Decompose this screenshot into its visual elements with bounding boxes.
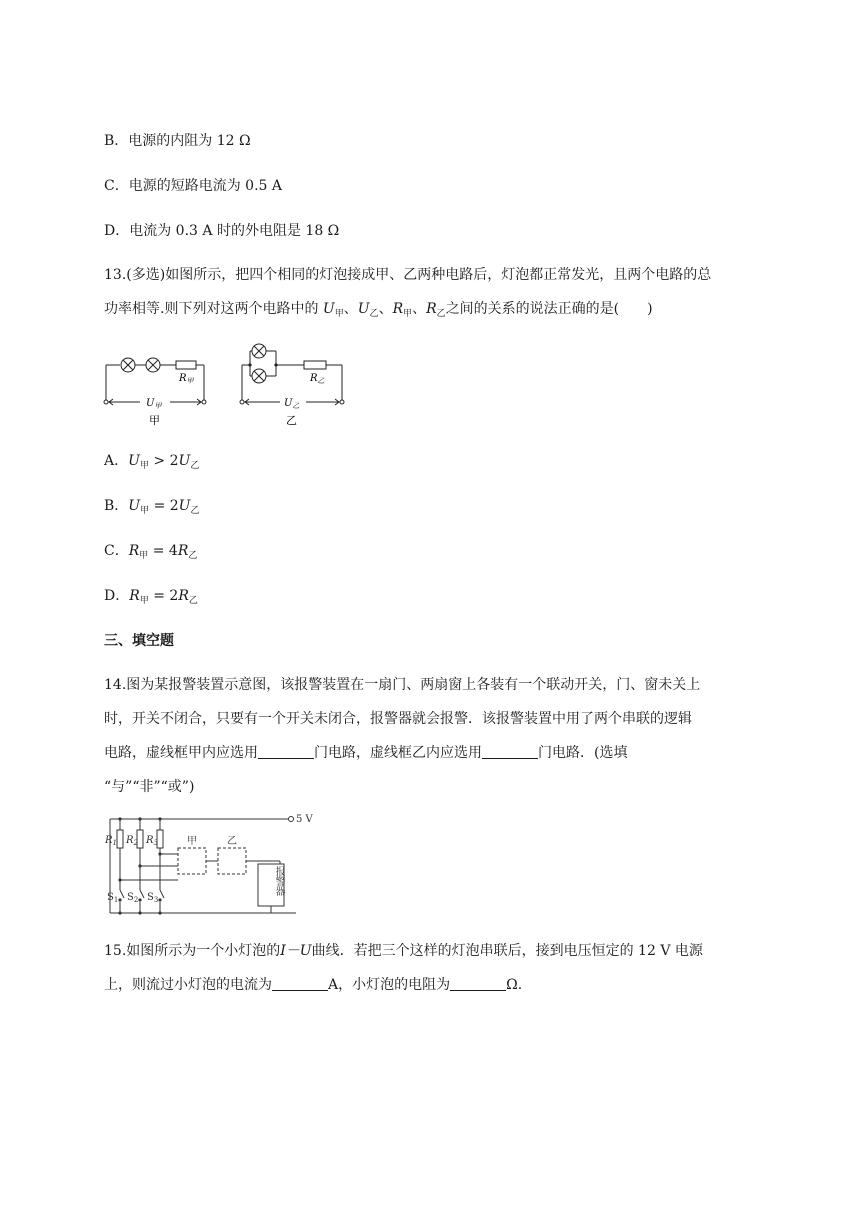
q13-option-a: A．$U_甲 > 2U_乙$	[104, 453, 200, 471]
question-15-stem: 15.如图所示为一个小灯泡的I－U曲线．若把三个这样的灯泡串联后，接到电压恒定的 12 V 电源 上，则流过小灯泡的电流为 A，小灯泡的电阻为 Ω.	[104, 943, 703, 993]
q13-option-d: D．$R_甲 = 2R_乙$	[104, 588, 198, 606]
s2-label: $S_2$	[127, 892, 139, 904]
circuit-diagram-13	[100, 340, 360, 430]
circuit-yi-label: 乙	[286, 414, 297, 427]
alarm-circuit-diagram	[100, 808, 330, 918]
box-jia-label: 甲	[187, 836, 197, 847]
r1-label: $R_1$	[105, 835, 117, 847]
logic-box-jia	[178, 848, 206, 874]
question-13-stem: 13.(多选)如图所示，把四个相同的灯泡接成甲、乙两种电路后，灯泡都正常发光，且两个电路的总 功率相等.则下列对这两个电路中的 $U_甲$、$U_乙$、$R_甲$、$R_乙$之间的关系的说法正确的是( )	[104, 267, 712, 319]
box-yi-label: 乙	[227, 836, 237, 847]
supply-voltage-label: 5 V	[296, 814, 313, 825]
q13-option-c: C．$R_甲 = 4R_乙$	[104, 543, 198, 561]
r3-label: $R_3$	[146, 835, 158, 847]
s3-label: $S_3$	[147, 892, 159, 904]
r-jia-label: $R_甲$	[179, 373, 194, 385]
option-b-prev: B．电源的内阻为 12 Ω	[104, 133, 251, 149]
u-jia-label: $U_甲$	[146, 398, 162, 410]
option-d-prev: D．电流为 0.3 A 时的外电阻是 18 Ω	[104, 223, 340, 239]
resistor-icon	[176, 361, 196, 369]
answer-blank[interactable]	[272, 976, 328, 991]
alarm-label: 报警器	[273, 866, 284, 896]
s1-label: $S_1$	[107, 892, 119, 904]
resistor-icon	[304, 361, 326, 369]
logic-box-yi	[218, 848, 246, 874]
question-14-stem: 14.图为某报警装置示意图，该报警装置在一扇门、两扇窗上各装有一个联动开关，门、窗未关上 时，开关不闭合，只要有一个开关未闭合，报警器就会报警．该报警装置中用了两个串联的逻辑 电路，虚线框甲内应选用 门电路，虚线框乙内应选用 门电路．(选填 “与”“非”“或”)	[104, 677, 701, 795]
section-title: 三、填空题	[104, 633, 174, 649]
answer-blank[interactable]	[450, 976, 506, 991]
q13-option-b: B．$U_甲 = 2U_乙$	[104, 498, 200, 516]
r2-label: $R_2$	[126, 835, 138, 847]
resistor-icon	[117, 830, 123, 848]
circuit-jia-label: 甲	[149, 414, 160, 427]
r-yi-label: $R_乙$	[310, 373, 325, 385]
answer-blank[interactable]	[482, 744, 538, 759]
u-yi-label: $U_乙$	[284, 398, 300, 410]
answer-blank[interactable]	[258, 744, 314, 759]
option-c-prev: C．电源的短路电流为 0.5 A	[104, 178, 282, 194]
